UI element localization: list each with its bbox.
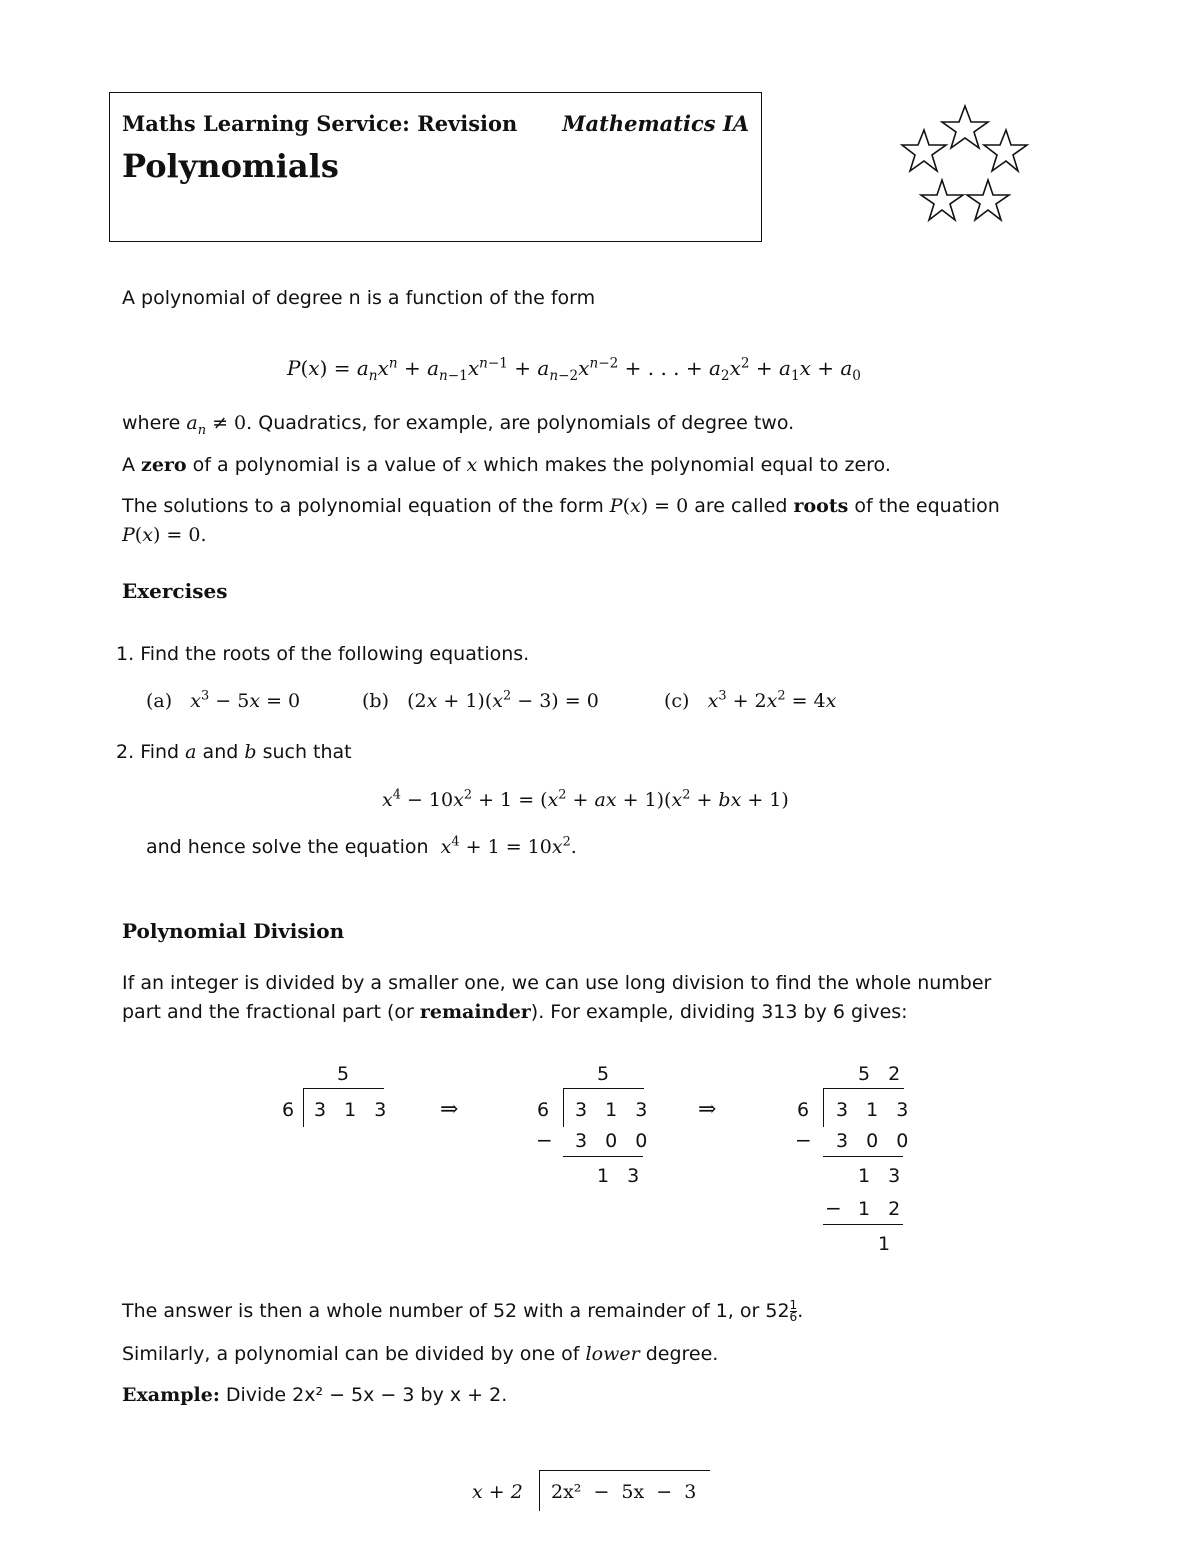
division-para-line1: If an integer is divided by a smaller one, we can use long division to find the whole number <box>122 972 992 994</box>
step3-rule-1 <box>823 1156 903 1157</box>
zero-a: A <box>122 454 135 476</box>
question-2-hence: and hence solve the equation $x^4 + 1 = 10x^2$. <box>146 834 577 858</box>
where-prefix: where <box>122 412 181 434</box>
step2-rule <box>563 1156 643 1157</box>
question-2-number: 2. <box>116 741 135 763</box>
question-1b: (b) $(2x + 1)(x^2 - 3) = 0$ <box>362 688 599 712</box>
frac-denominator: 6 <box>789 1310 798 1324</box>
question-2-c: such that <box>262 741 352 763</box>
frac-numerator: 1 <box>789 1298 798 1312</box>
question-1-number: 1. <box>116 643 135 665</box>
division-heading: Polynomial Division <box>122 919 345 943</box>
header-subject-label: Mathematics IA <box>562 111 749 136</box>
answer-line: The answer is then a whole number of 52 with a remainder of 1, or 52 $\frac{1}{6}$ . <box>122 1298 804 1324</box>
roots-equation: P(x) = 0. <box>122 524 207 546</box>
division-para-line2 <box>122 1001 908 1023</box>
para-2a: part and the fractional part (or <box>122 1001 414 1023</box>
step3-rule-2 <box>823 1224 903 1225</box>
exercises-heading: Exercises <box>122 579 228 603</box>
label-b: (b) <box>362 690 389 712</box>
step2-dividend: 3 1 3 <box>575 1099 654 1121</box>
label-c: (c) <box>664 690 690 712</box>
similarly-line <box>122 1343 718 1365</box>
poly-dividend: 2x² − 5x − 3 <box>551 1481 697 1503</box>
answer-text: The answer is then a whole number of 52 with a remainder of 1, or 52 <box>122 1300 790 1322</box>
question-1 <box>116 643 529 665</box>
step3-subtrahend-1: 3 0 0 <box>836 1130 915 1152</box>
example-line <box>122 1384 507 1406</box>
where-line: where $a_n \ne 0$. Quadratics, for example, are polynomials of degree two. <box>122 412 795 438</box>
zero-definition: A zero of a polynomial is a value of x which makes the polynomial equal to zero. <box>122 454 891 476</box>
step3-remainder-2: 1 <box>878 1233 897 1255</box>
step3-dividend: 3 1 3 <box>836 1099 915 1121</box>
zero-term: zero <box>141 454 187 476</box>
roots-term: roots <box>793 495 849 517</box>
step3-divisor: 6 <box>797 1099 816 1121</box>
question-2-identity: $x^4 - 10x^2 + 1 = (x^2$ + ax + $1)(x^2$ + bx + 1) <box>382 787 789 811</box>
hence-text: and hence solve the equation <box>146 836 429 858</box>
roots-a: The solutions to a polynomial equation of the form <box>122 495 604 517</box>
step3-minus-2: − <box>825 1196 842 1220</box>
question-2: 2. Find a and b such that <box>116 741 352 763</box>
intro-text: A polynomial of degree n is a function of the form <box>122 287 596 309</box>
step3-subtrahend-2: 1 2 <box>858 1198 907 1220</box>
page-title: Polynomials <box>122 147 339 185</box>
step2-divisor: 6 <box>537 1099 556 1121</box>
zero-b: of a polynomial is a value of <box>192 454 461 476</box>
similarly-b: degree. <box>645 1343 719 1365</box>
roots-definition: The solutions to a polynomial equation of the form P(x) = 0 are called roots of the equation <box>122 495 1000 517</box>
step2-minus: − <box>536 1128 553 1152</box>
question-1c: (c) $x^3 + 2x^2 = 4x$ <box>664 688 837 712</box>
header-course-label: Maths Learning Service: Revision <box>122 111 518 136</box>
zero-c: which makes the polynomial equal to zero. <box>483 454 891 476</box>
step3-quotient: 5 2 <box>858 1063 907 1085</box>
arrow-2: ⇒ <box>698 1097 717 1122</box>
roots-b: are called <box>694 495 788 517</box>
question-2-b: and <box>202 741 239 763</box>
question-1-text: Find the roots of the following equations. <box>140 643 530 665</box>
where-suffix: Quadratics, for example, are polynomials of degree two. <box>258 412 795 434</box>
question-1a: (a) $x^3 - 5x = 0$ <box>146 688 301 712</box>
example-text: Divide 2x² − 5x − 3 by x + 2. <box>225 1384 508 1406</box>
para-2b: ). For example, dividing 313 by 6 gives: <box>530 1001 908 1023</box>
step3-remainder-1: 1 3 <box>858 1165 907 1187</box>
label-a: (a) <box>146 690 173 712</box>
intro-line <box>122 287 595 309</box>
lower-emphasis: lower <box>585 1343 640 1365</box>
poly-divisor: x + 2 <box>472 1481 523 1503</box>
example-label: Example: <box>122 1384 220 1406</box>
step3-minus-1: − <box>795 1128 812 1152</box>
step2-remainder: 1 3 <box>597 1165 646 1187</box>
step1-dividend: 3 1 3 <box>314 1099 393 1121</box>
similarly-a: Similarly, a polynomial can be divided by one of <box>122 1343 580 1365</box>
header-box <box>109 92 762 242</box>
arrow-1: ⇒ <box>440 1097 459 1122</box>
polynomial-formula: $P(x) = a_nx^n + a_{n-1}x^{n-1} + a_{n-2}x^{n-2}$ + . . . + $a_2x^2 + a_1x + a_0$ <box>287 355 861 384</box>
roots-c: of the equation <box>854 495 1000 517</box>
step2-subtrahend: 3 0 0 <box>575 1130 654 1152</box>
question-2-a: Find <box>140 741 180 763</box>
star-logo-icon <box>900 100 1030 225</box>
step2-quotient: 5 <box>597 1063 616 1085</box>
step1-divisor: 6 <box>282 1099 301 1121</box>
step1-quotient: 5 <box>337 1063 356 1085</box>
remainder-term: remainder <box>419 1001 531 1023</box>
